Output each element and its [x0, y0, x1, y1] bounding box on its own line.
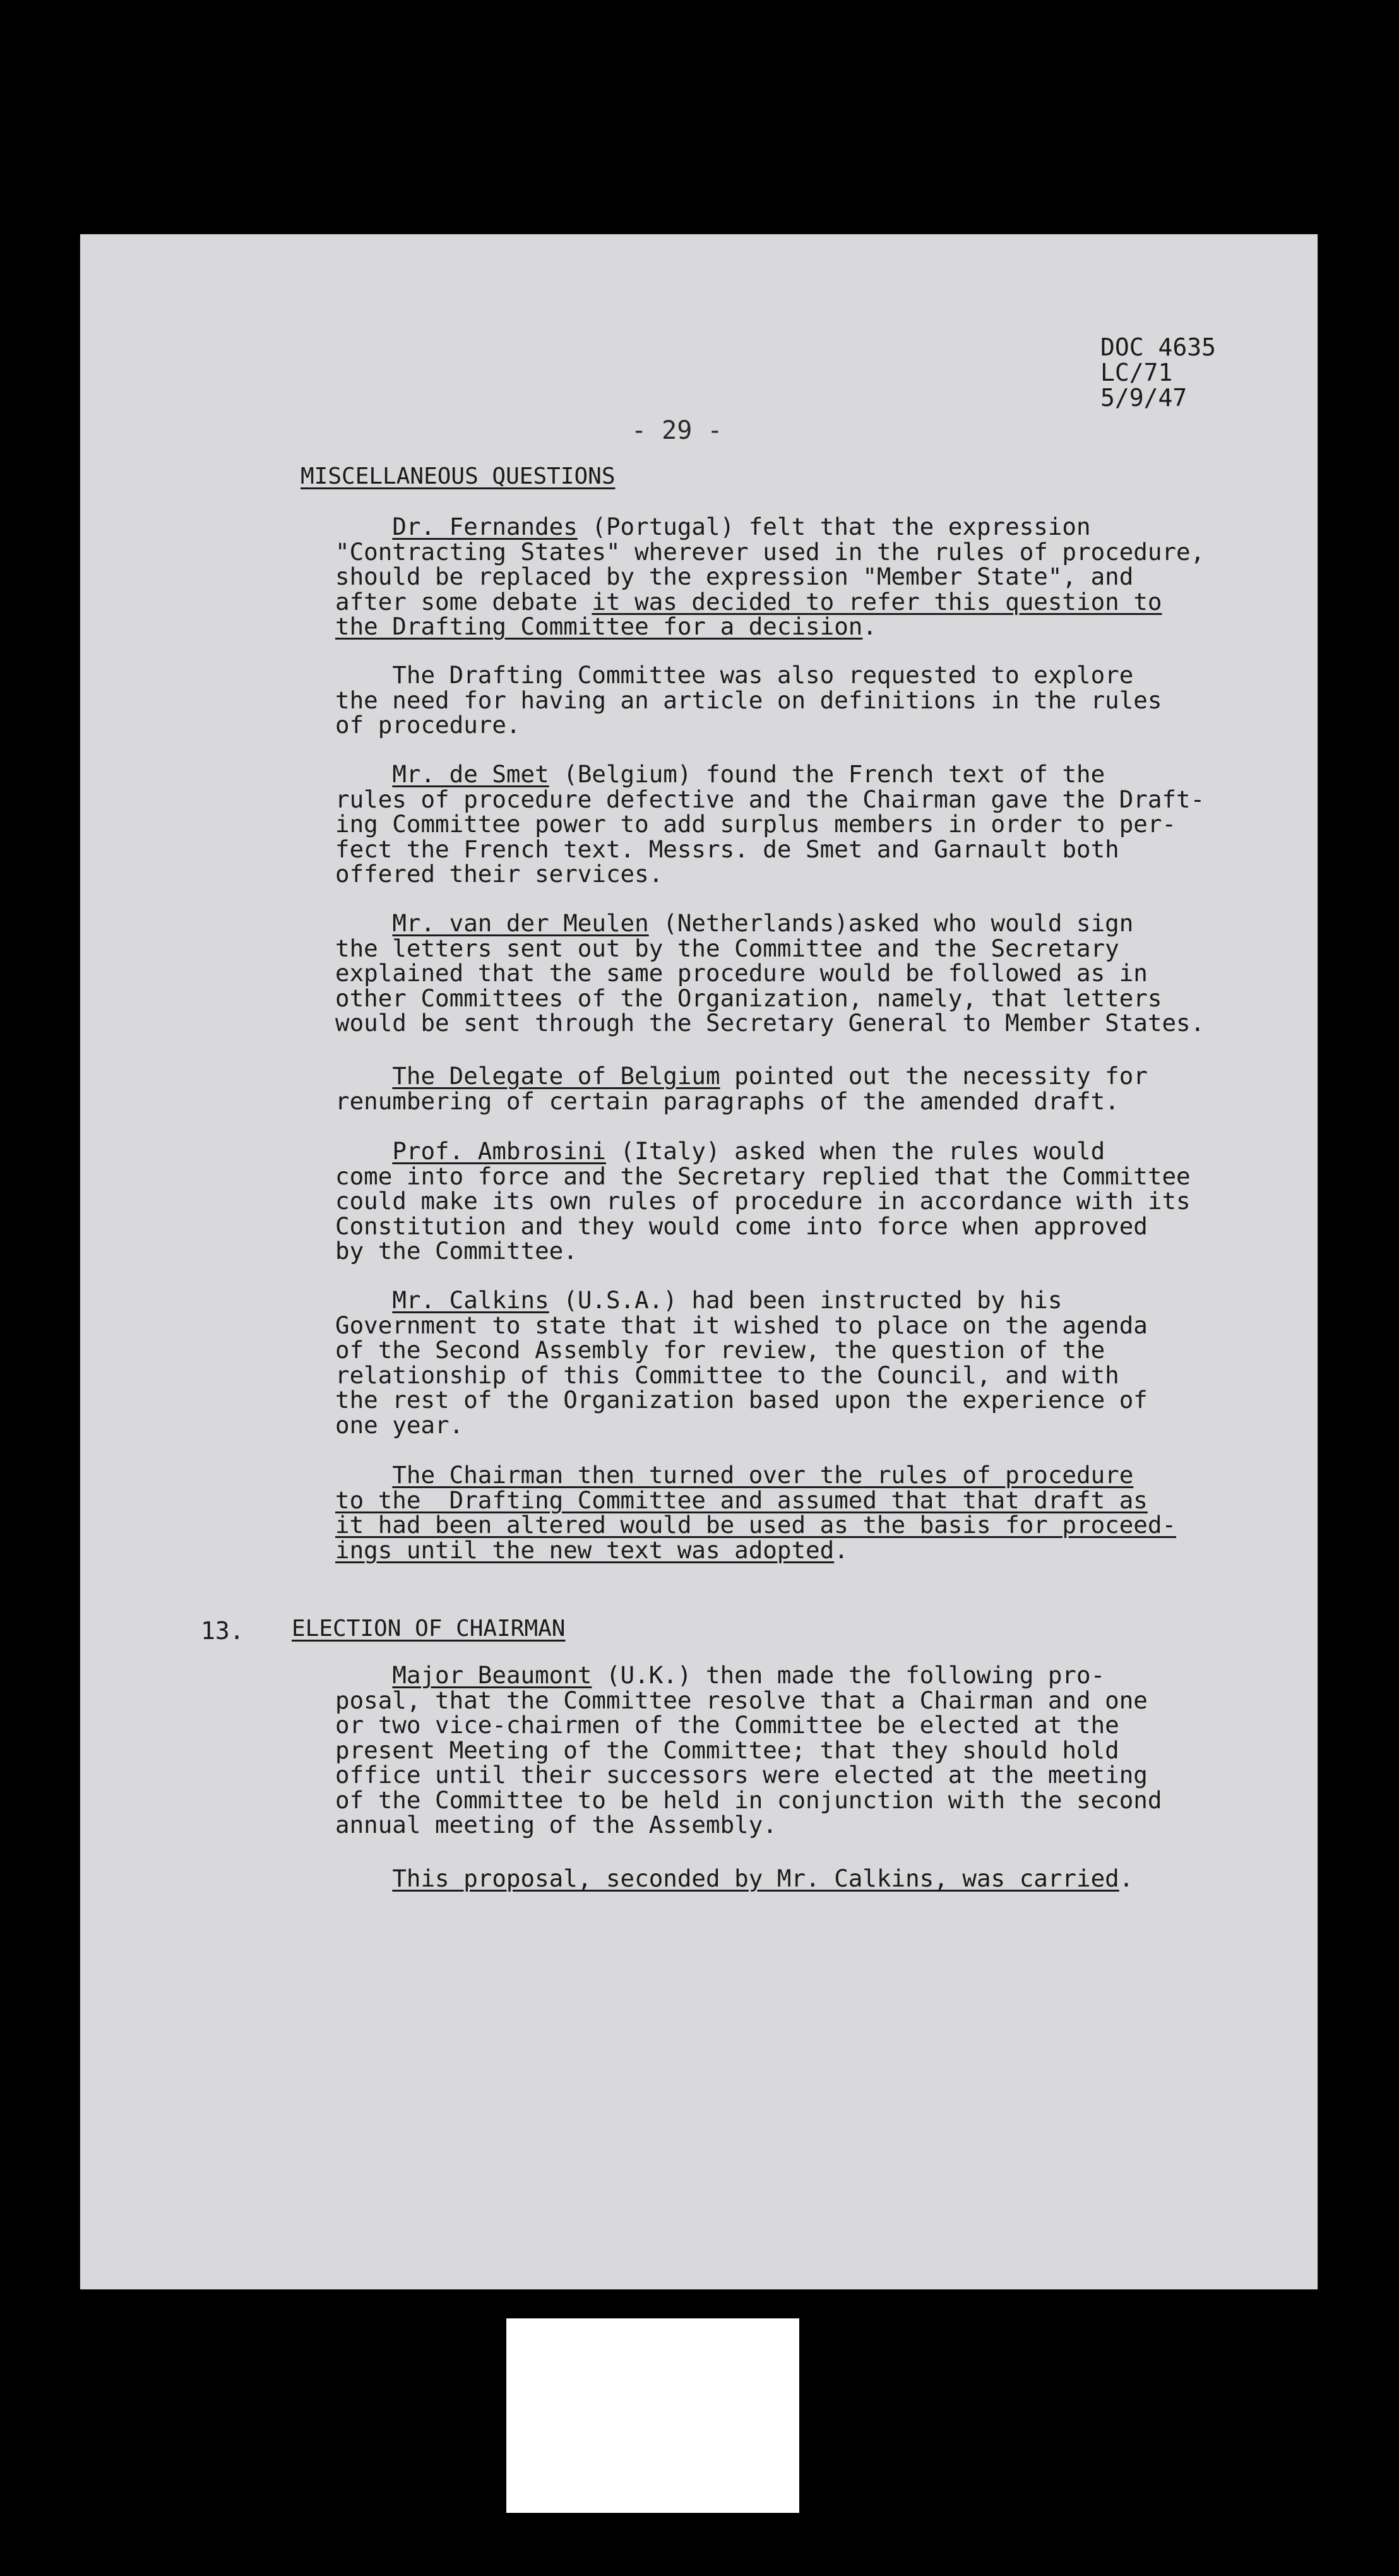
speaker-name: Mr. Calkins [392, 1286, 549, 1314]
section-heading-misc: MISCELLANEOUS QUESTIONS [301, 463, 616, 489]
ref-line-doc: DOC 4635 [1100, 333, 1217, 361]
page-number: - 29 - [631, 416, 723, 445]
speaker-name: Mr. van der Meulen [392, 909, 649, 937]
speaker-name: Major Beaumont [392, 1661, 592, 1689]
speaker-name: The Delegate of Belgium [392, 1062, 720, 1090]
document-reference [1100, 335, 1216, 410]
paragraph-delegate-belgium: The Delegate of Belgium pointed out the necessity for renumbering of certain paragraphs of the amended draft. [335, 1062, 1148, 1115]
paragraph-fernandes: Dr. Fernandes (Portugal) felt that the expression "Contracting States" wherever used in the rules of procedure, should be replaced by the expression "Member State", and after some debate it was decided to refer this question to the Drafting Committee for a decision. [335, 513, 1205, 640]
section-heading-election: ELECTION OF CHAIRMAN [292, 1616, 566, 1642]
paragraph-ambrosini: Prof. Ambrosini (Italy) asked when the rules would come into force and the Secretary replied that the Committee could make its own rules of procedure in accordance with its Constitution and they would come into force when approved by the Committee. [335, 1137, 1191, 1265]
paragraph-proposal-carried: This proposal, seconded by Mr. Calkins, was carried. [392, 1864, 1134, 1892]
paragraph-chairman-turned-over: The Chairman then turned over the rules of procedure to the Drafting Committee and assumed that that draft as it had been altered would be used as the basis for proceed- ings until the new text was adopted. [335, 1461, 1177, 1564]
paragraph-beaumont: Major Beaumont (U.K.) then made the following pro- posal, that the Committee resolve that a Chairman and one or two vice-chairmen of the Committee be elected at the present Meeting of the Committee; that they should hold office until their successors were elected at the meeting of the Committee to be held in conjunction with the second annual meeting of the Assembly. [335, 1661, 1162, 1839]
speaker-name: Dr. Fernandes [392, 513, 578, 540]
ref-line-lc: LC/71 [1100, 359, 1173, 386]
ref-line-date: 5/9/47 [1100, 384, 1188, 412]
section-number: 13. [201, 1617, 244, 1645]
speaker-name: Prof. Ambrosini [392, 1137, 606, 1165]
blank-card [506, 2318, 799, 2513]
paragraph-van-der-meulen: Mr. van der Meulen (Netherlands)asked who would sign the letters sent out by the Committee and the Secretary explained that the same procedure would be followed as in other Committees of the Organization, namely, that letters would be sent through the Secretary General to Member States. [335, 909, 1205, 1037]
speaker-name: Mr. de Smet [392, 760, 549, 788]
paragraph-de-smet: Mr. de Smet (Belgium) found the French text of the rules of procedure defective and the Chairman gave the Draft- ing Committee power to add surplus members in order to per- fect the French text. Messrs. de Smet and Garnault both offered their services. [335, 760, 1205, 888]
paragraph-calkins: Mr. Calkins (U.S.A.) had been instructed by his Government to state that it wished to place on the agenda of the Second Assembly for review, the question of the relationship of this Committee to the Council, and with the rest of the Organization based upon the experience of one year. [335, 1286, 1148, 1439]
paragraph-drafting-definitions: The Drafting Committee was also requested to explore the need for having an article on definitions in the rules of procedure. [335, 661, 1162, 739]
